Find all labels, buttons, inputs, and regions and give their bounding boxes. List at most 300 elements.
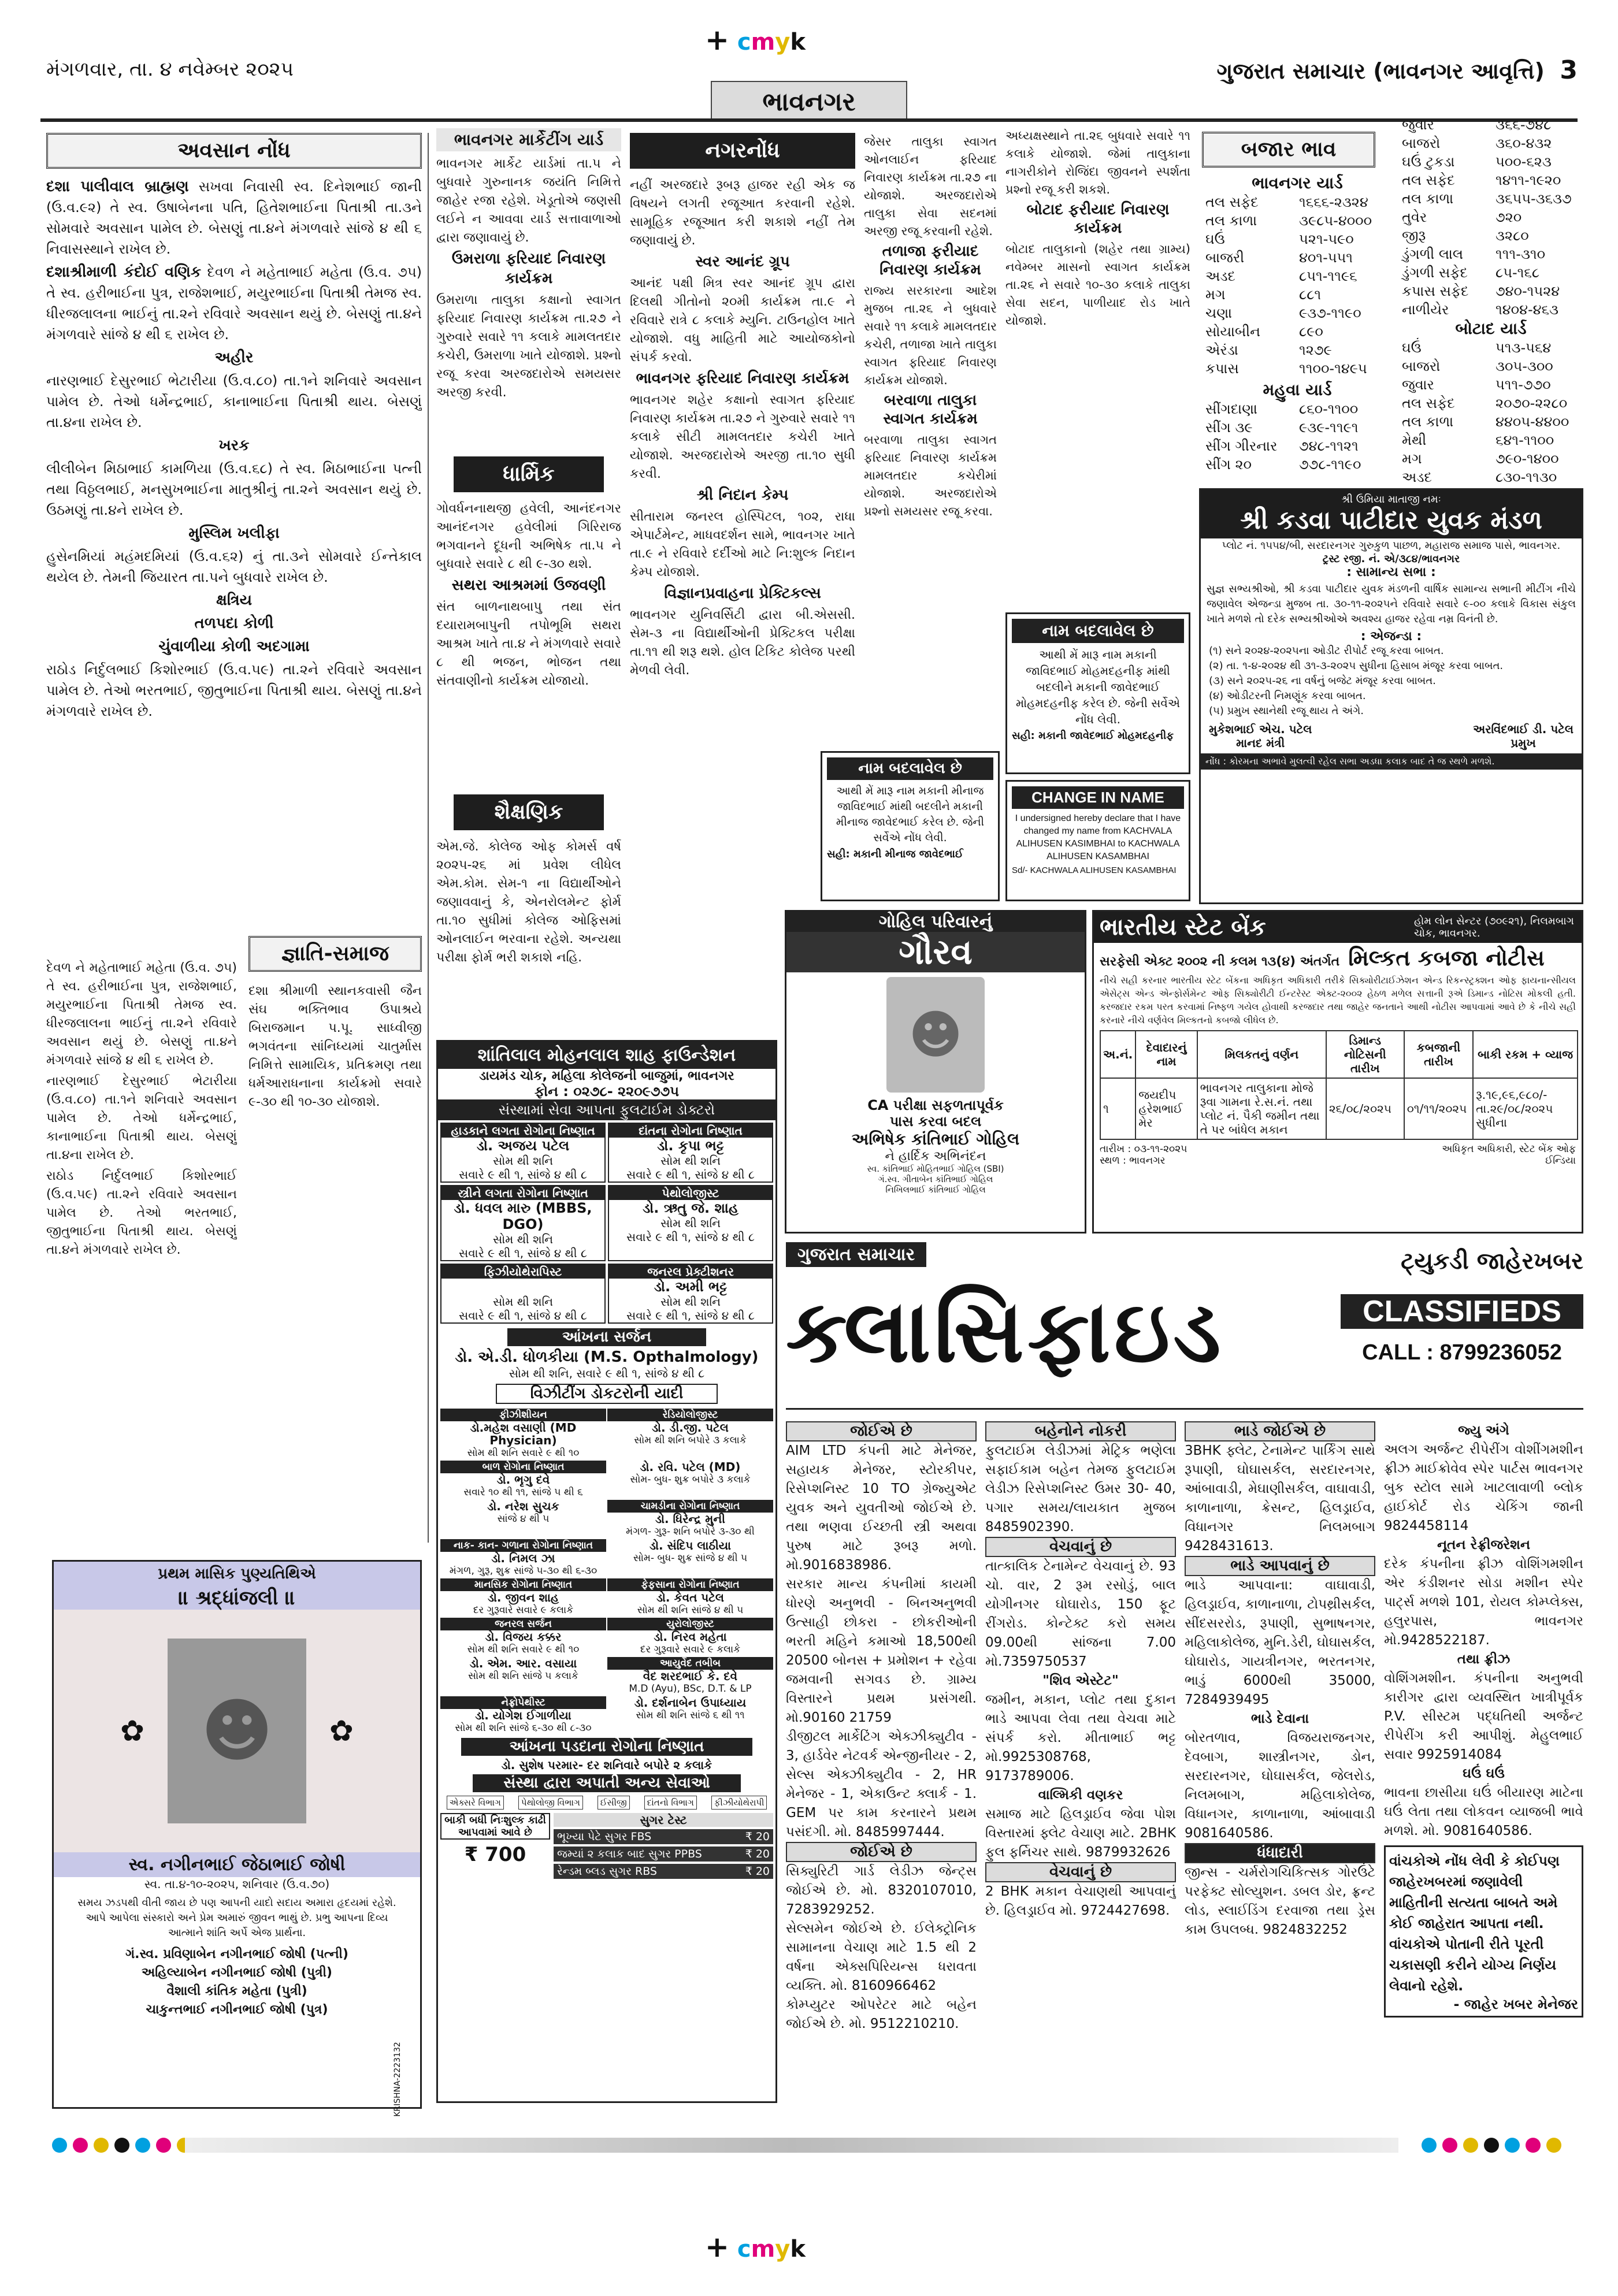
sbi-cell: ભાવનગર તાલુકાના મોજે રૂવા ગામના રે.સ.નં. તથા પ્લોટ નં. પૈકી જમીન તથા તે પર બાંધેલ મકાન xyxy=(1197,1078,1326,1139)
classified-text: "શિવ એસ્ટેટ" xyxy=(1042,1673,1119,1688)
gohil-name: અભિષેક કાંતિભાઈ ગોહિલ xyxy=(851,1130,1020,1149)
sugar-test-name: જમ્યાં ૨ કલાક બાદ સુગર PPBS xyxy=(557,1848,702,1860)
commodity-price: ૧૨૭૯ xyxy=(1299,342,1332,358)
gohil-congrats: ને હાર્દિક અભિનંદન xyxy=(885,1149,986,1164)
bhavnagar-text: બોટાદ તાલુકાનો (શહેર તથા ગ્રામ્ય) નવેમ્બર માસનો સ્વાગત કાર્યક્રમ તા.૨૬ ને સવારે ૧૦-૩૦ કલાકે તાલુકા સેવા સદન, પાળીયાદ રોડ ખાતે યોજાશે. xyxy=(1005,242,1190,328)
ad-code: KRISHNA-2223132 xyxy=(393,2042,403,2117)
commodity-name: સીંગ ગીરનાર xyxy=(1205,438,1278,454)
classified-text: બોરતળાવ, વિજયરાજનગર, દેવબાગ, શાસ્ત્રીનગર, ડોન, સરદારનગર, ઘોઘાસર્કલ, જેલરોડ, નિલમબાગ, મહિલાકોલેજ, વિધાનગર, કાળાનાળા, આંબાવાડી 9081640586. xyxy=(1185,1730,1375,1841)
religious-text: ગોવર્ધનનાથજી હવેલી, આનંદનગર આનંદનગર હવેલીમાં ગિરિરાજ ભગવાનને દૂધની અભિષેક તા.૫ ને બુધવારે સવારે ૮ થી ૯-૩૦ થશે. xyxy=(436,501,621,571)
name-change-sign: સહી: મકાની મીનાજ જાવેદભાઈ xyxy=(827,848,963,860)
market-rates-title: બજાર ભાવ xyxy=(1241,138,1337,161)
obituary-sub: ચુંવાળીયા કોળી અદગામા xyxy=(158,638,310,655)
commodity-price: ૯૩૭-૧૧૯૦ xyxy=(1299,305,1361,321)
bhavnagar-text: અધ્યક્ષસ્થાને તા.૨૬ બુધવારે સવારે ૧૧ કલાકે યોજાશે. જેમાં તાલુકાના નાગરીકોને રોજિંદા જીવનને સ્પર્શતા પ્રશ્નો રજૂ કરી શકશે. xyxy=(1005,129,1190,196)
classified-section-head: જોઈએ છે xyxy=(786,1421,977,1441)
change-in-name-ad xyxy=(1005,780,1190,901)
commodity-price: ૩૦૫-૩૦૦ xyxy=(1495,358,1553,374)
classified-text: દરેક કંપનીના ફ્રીઝ વોશિંગમશીન એર કંડીશનર સોડા મશીન સ્પેર પાર્ટ્સ મળશે 101, રોયલ કોમ્પ્લેક્સ, હલુરપાસ, ભાવનગર મો.9428522187. xyxy=(1384,1556,1583,1648)
change-in-name-sign: Sd/- KACHWALA ALIHUSEN KASAMBHAI xyxy=(1012,865,1177,875)
commodity-price: ૭૨૦ xyxy=(1495,209,1522,225)
market-row xyxy=(1202,267,1375,285)
visiting-time: મંગળ- ગુરૂ- શનિ બપોરે ૩-૩૦ થી xyxy=(626,1526,755,1537)
visiting-name: ડો. કેવત પટેલ xyxy=(656,1591,725,1604)
visiting-doctor xyxy=(607,1578,773,1617)
sbi-col-head: દેવાદારનું નામ xyxy=(1135,1031,1197,1078)
kadva-notice xyxy=(1199,488,1583,904)
name-change-title: નામ બદલાવેલ છે xyxy=(1012,619,1184,643)
doctor-days: સોમ થી શનિ xyxy=(493,1295,553,1309)
obituary-sub: ક્ષત્રિય xyxy=(216,592,253,609)
obituary-continued xyxy=(46,959,237,1537)
city-news-text: નહીં અરજદારે રૂબરૂ હાજર રહી એક જ વિષયને લગતી રજૂઆત કરવાની રહેશે. સામૂહિક રજૂઆત કરી શકાશે નહીં તેમ જણાવાયું છે. xyxy=(630,178,855,248)
classified-text: જ્યુ અંગે xyxy=(1458,1423,1509,1438)
obituary-text: નારણભાઈ દેસુરભાઈ ભેટારીયા (ઉ.વ.૮૦) તા.૧ને શનિવારે અવસાન પામેલ છે. તેઓ ધર્મેન્દ્રભાઈ, કાનાભાઈના પિતાશ્રી થાય. બેસણું તા.૪ના રાખેલ છે. xyxy=(46,373,422,430)
fee-amount: ₹ 700 xyxy=(464,1843,526,1866)
market-row xyxy=(1398,226,1575,245)
portrait: ☻ xyxy=(886,977,985,1093)
name-change-body: આથી મેં મારૂ નામ મકાની જાવિદભાઈ મોહમદહનીફ માંથી બદલીને મકાની જાવેદભાઈ મોહમદહનીફ કરેલ છે. જેની સર્વેએ નોંધ લેવી. xyxy=(1016,648,1180,726)
market-row xyxy=(1398,339,1572,357)
doctor-card xyxy=(440,1264,606,1324)
classified-text: જમીન, મકાન, પ્લોટ તથા દુકાન ભાડે આપવા લેવા તથા વેચવા માટે સંપર્ક કરો. મીતાભાઈ ભટ્ટ મો.9925308768, 9173789006. xyxy=(985,1692,1176,1784)
obituary-text: રાઠોડ નિર્દુલભાઈ કિશોરભાઈ (ઉ.વ.૫૯) તા.૨ને રવિવારે અવસાન પામેલ છે. તેઓ ભરતભાઈ, જીતુભાઈના પિતાશ્રી થાય. બેસણું તા.૪ને મંગળવારે રાખેલ છે. xyxy=(46,1169,237,1257)
visiting-speciality: ફીઝીશીયન xyxy=(440,1409,606,1421)
eye-surgeon-name: ડો. એ.ડી. ધોળકીયા (M.S. Opthalmology) xyxy=(455,1348,759,1366)
visiting-doctor xyxy=(440,1409,606,1459)
kadva-banner xyxy=(1201,490,1582,538)
doctor-speciality: જનરલ પ્રેક્ટીશનર xyxy=(609,1265,772,1279)
commodity-name: તલ કાળા xyxy=(1205,213,1257,229)
taluka-text: જેસર તાલુકા સ્વાગત ઓનલાઈન ફરિયાદ નિવારણ કાર્યક્રમ તા.૨૭ ના યોજાશે. અરજદારોએ તાલુકા સેવા સદનમાં અરજી રજૂ કરવાની રહેશે. xyxy=(864,135,997,238)
sbi-table xyxy=(1100,1030,1578,1140)
religious-column xyxy=(436,500,621,789)
doctor-card xyxy=(608,1123,773,1183)
yellow-dot xyxy=(94,2138,109,2153)
gohil-title: ગૌરવ xyxy=(786,932,1085,972)
commodity-price: ૮૫-૧૬૮ xyxy=(1495,265,1540,281)
visiting-speciality: નેફ્રોપેથીસ્ટ xyxy=(440,1696,606,1709)
obituary-sub: અહીર xyxy=(214,349,254,366)
obituary-sub: તળપદા કોળી xyxy=(194,615,274,632)
commodity-price: ૮૯૦ xyxy=(1299,324,1323,340)
obituary-text: સખવા નિવાસી સ્વ. દિનેશભાઈ જાની (ઉ.વ.૯૨) તે સ્વ. ઉષાબેનના પતિ, હિતેશભાઈના પિતાશ્રી તા.૩ને સોમવારે અવસાન પામેલ છે. બેસણું તા.૪ને મંગળવારે સાંજે ૪ થી ૬ નિવાસસ્થાને રાખેલ છે. xyxy=(46,179,422,257)
kadva-role: પ્રમુખ xyxy=(1511,736,1536,750)
market-row xyxy=(1398,116,1575,134)
name-change-ad-2 xyxy=(821,751,1000,901)
commodity-price: ૮૮૧ xyxy=(1299,287,1322,303)
classified-text: નૂતન રેફ્રીજરેશન xyxy=(1437,1537,1530,1552)
visiting-time: સોમ થી શનિ બપોરે ૩ કલાકે xyxy=(634,1435,747,1446)
shraddhanjali-body: સમય ઝડપથી વીતી જાય છે પણ આપની યાદો સદાય અમારા હૃદયમાં રહેશે. આપે આપેલા સંસ્કારો અને પ્રેમ અમારું જીવન ભાથું છે. પ્રભુ આપના દિવ્ય આત્માને શાંતિ અર્પે એજ પ્રાર્થના. xyxy=(77,1897,396,1939)
classified-section-head: ધંધાદારી xyxy=(1185,1843,1375,1863)
obituary-sub: દશાશ્રીમાળી કંદોઈ વણિક xyxy=(46,263,202,281)
shraddhanjali-family xyxy=(54,1945,420,2019)
samaj-text: દશા શ્રીમાળી સ્થાનકવાસી જૈન સંઘ ભક્તિભાવ ઉપાશ્રયે બિરાજમાન પ.પૂ. સાધ્વીજી ભગવંતના સાંનિધ્યમાં ચાતુર્માસ નિમિત્તે સામાયિક, પ્રતિક્રમણ તથા ધર્મઆરાધનાના કાર્યક્રમો સવારે ૯-૩૦ થી ૧૦-૩૦ યોજાશે. xyxy=(248,984,422,1109)
kadva-body: સુજ્ઞ સભ્યશ્રીઓ, શ્રી કડવા પાટીદાર યુવક મંડળની વાર્ષિક સામાન્ય સભાની મીટીંગ નીચે જણાવેલ એજન્ડા મુજબ તા. ૩૦-૧૧-૨૦૨૫ને રવિવારે સવારે ૯-૦૦ કલાકે વિકાસ સંકુલ ખાતે મળશે તો દરેક સભ્યશ્રીઓએ અવશ્ય હાજર રહેવા નમ્ર વિનંતી છે. xyxy=(1207,583,1576,625)
commodity-price: ૫૨૧-૫૯૦ xyxy=(1299,231,1354,247)
family-member: વૈશાલી કાંતિક મહેતા (પુત્રી) xyxy=(166,1984,307,1998)
agenda-item: (૩) સને ૨૦૨૫-૨૬ ના વર્ષનું બજેટ મંજૂર કરવા બાબત. xyxy=(1209,675,1436,687)
foundation-address: ડાયમંડ ચોક, મહિલા કોલેજની બાજુમાં, ભાવનગર xyxy=(479,1069,734,1083)
market-row xyxy=(1202,400,1364,418)
yellow-dot xyxy=(1463,2138,1478,2153)
sbi-footer xyxy=(1094,1143,1582,1166)
taluka-sub: બરવાળા તાલુકા સ્વાગત કાર્યક્રમ xyxy=(883,392,978,428)
sugar-test-price: ₹ 20 xyxy=(745,1848,770,1860)
visiting-doctor xyxy=(607,1696,773,1734)
classified-section-head: જોઈએ છે xyxy=(786,1842,977,1862)
religious-title: ધાર્મિક xyxy=(503,462,555,486)
classified-text: કોમ્પ્યુટર ઓપરેટર માટે બહેન જોઈએ છે. મો. 9512210210. xyxy=(786,1997,977,2031)
classified-text: ભાડે દેવાના xyxy=(1250,1711,1309,1726)
classified-text: તાત્કાલિક ટેનામેન્ટ વેચવાનું છે. 93 ચો. વાર, 2 રૂમ રસોડું, બાલ યોગીનગર ઘોઘારોડ, 150 ફૂટ રીંગરોડ. કોન્ટેક્ટ કરો સમય 09.00થી સાંજના 7.00 મો.7359750537 xyxy=(985,1559,1176,1669)
market-row xyxy=(1398,263,1575,282)
visiting-time: દર ગુરૂવારે સવારે ૯ કલાકે xyxy=(473,1604,574,1616)
sbi-notice xyxy=(1092,910,1583,1234)
obituary-title: અવસાન નોંધ xyxy=(177,139,291,162)
retina-head: આંખના પડદાના રોગોના નિષ્ણાત xyxy=(461,1738,752,1756)
market-row xyxy=(1202,248,1375,267)
service-item: ફીઝીયોથેરાપી xyxy=(711,1796,767,1810)
visiting-name: ડો. યોગેશ ઈગાળીયા xyxy=(475,1708,572,1722)
visiting-name: ડો. ધિરેન્દ્ર મુની xyxy=(655,1512,725,1526)
sbi-cell: જયદીપ હરેશભાઈ મેર xyxy=(1135,1078,1197,1139)
market-news-column xyxy=(436,155,621,444)
visiting-time: સોમ થી શનિ સવારે ૯ થી ૧૦ xyxy=(467,1447,580,1459)
sugar-test-name: રેન્ડમ બ્લડ સુગર RBS xyxy=(557,1865,657,1878)
commodity-name: બાજરો xyxy=(1402,135,1441,151)
commodity-name: સોયાબીન xyxy=(1205,324,1260,340)
shraddhanjali-top: પ્રથમ માસિક પુણ્યતિથિએ xyxy=(54,1562,420,1587)
classified-text: ફુલટાઈમ લેડીઝમાં મેટ્રિક ભણેલા સફાઈકામ બહેન તેમજ ફુલટાઈમ લેડીઝ રિસેપ્શનિસ્ટ ઉમર 30- 40, પગાર સમય/લાયકાત મુજબ 8485902390. xyxy=(985,1443,1176,1535)
commodity-name: તલ સફેદ xyxy=(1205,194,1259,210)
visiting-name: ડો.મહેશ વસાણી (MD Physician) xyxy=(470,1421,577,1447)
gohil-ad xyxy=(785,910,1086,1234)
gohil-caption: પાસ કરવા બદલ xyxy=(889,1113,982,1130)
doctor-name: ડો. ધવલ મારુ (MBBS, DGO) xyxy=(454,1200,592,1232)
classified-text: 2 BHK મકાન વેચાણથી આપવાનું છે. હિલડ્રાઈવ મો. 9724427698. xyxy=(985,1884,1176,1918)
color-bar-right xyxy=(1422,2138,1561,2153)
foundation-subtitle: સંસ્થામાં સેવા આપતા ફુલટાઈમ ડોક્ટરો xyxy=(438,1099,775,1120)
agenda-item: (૨) તા. ૧-૪-૨૦૨૪ થી ૩૧-૩-૨૦૨૫ સુધીના હિસાબ મંજૂર કરવા બાબત. xyxy=(1209,660,1504,672)
religious-sub: સથરા આશ્રમમાં ઉજવણી xyxy=(451,577,606,594)
lamp-icon: ✿ xyxy=(120,1714,144,1748)
sbi-title: મિલ્કત કબજા નોટીસ xyxy=(1348,945,1545,971)
visiting-name: ડો. જીવન શાહ xyxy=(487,1591,559,1604)
market-rates-right xyxy=(1398,116,1583,485)
classified-text: વાલ્મિકી વણકર xyxy=(1038,1788,1123,1803)
classified-header xyxy=(786,1242,1583,1410)
market-table xyxy=(1398,339,1572,485)
visiting-name: ડો. સંદિપ લાઠીયા xyxy=(649,1539,732,1552)
sugar-list xyxy=(554,1829,773,1879)
color-bar-left xyxy=(52,2138,192,2153)
name-change-body: આથી મેં મારૂ નામ મકાની મીનાજ જાવિદભાઈ માંથી બદલીને મકાની મીનાજ જાવેદભાઈ કરેલ છે. જેની સર્વેએ નોંધ લેવી. xyxy=(836,785,985,844)
commodity-name: તલ કાળા xyxy=(1402,414,1454,430)
commodity-price: ૩૬૫૫-૩૬૩૭ xyxy=(1495,191,1572,207)
market-row xyxy=(1398,449,1572,468)
doctor-time: સવારે ૯ થી ૧, સાંજે ૪ થી ૮ xyxy=(626,1230,755,1244)
sugar-test xyxy=(554,1864,773,1879)
bhavnagar-column xyxy=(1005,127,1190,607)
classified-paper: ગુજરાત સમાચાર xyxy=(786,1242,926,1267)
sbi-logo: ભારતીય સ્ટેટ બેંક xyxy=(1100,914,1266,941)
classified-text: 3BHK ફ્લેટ, ટેનામેન્ટ પાર્કિંગ સાથે રૂપાણી, ઘોઘાસર્કલ, સરદારનગર, આંબાવાડી, મેઘાણીસર્કલ, વાઘાવાડી, કાળાનાળા, ક્રેસન્ટ, હિલડ્રાઈવ, વિધાનગર નિલમબાગ 9428431613. xyxy=(1185,1443,1375,1554)
visiting-doctor xyxy=(440,1657,606,1695)
commodity-price: ૬૪૧-૧૧૦૦ xyxy=(1495,432,1554,448)
city-news-sub: વિજ્ઞાનપ્રવાહના પ્રેક્ટિકલ્સ xyxy=(664,585,821,602)
market-table xyxy=(1398,116,1575,319)
commodity-name: અડદ xyxy=(1205,268,1235,284)
city-news-sub: શ્રી નિદાન કેમ્પ xyxy=(696,486,789,504)
black-dot xyxy=(1484,2138,1499,2153)
doctor-name: ડો. ઋતુ જે. શાહ xyxy=(643,1200,739,1216)
sbi-col-head: બાકી રકમ + વ્યાજ xyxy=(1473,1031,1578,1078)
kadva-note: નોંધ : કોરમના અભાવે મુલત્વી રહેલ સભા અડધા કલાક બાદ તે જ સ્થળે મળશે. xyxy=(1201,753,1582,770)
visiting-doctor xyxy=(607,1618,773,1656)
visiting-speciality: નાક- કાન- ગળાના રોગોના નિષ્ણાત xyxy=(440,1539,606,1552)
gohil-head: ગોહિલ પરિવારનું xyxy=(786,912,1085,932)
yellow-dot xyxy=(1546,2138,1561,2153)
cyan-dot xyxy=(52,2138,67,2153)
market-row xyxy=(1202,230,1375,248)
shraddhanjali-ad xyxy=(52,1560,422,2117)
doctor-speciality: પેથોલોજીસ્ટ xyxy=(609,1186,772,1200)
visiting-speciality: ફેફસાના રોગોના નિષ્ણાત xyxy=(607,1578,773,1591)
commodity-name: ડુંગળી લાલ xyxy=(1402,246,1464,262)
doctor-card xyxy=(608,1264,773,1324)
services-row xyxy=(438,1795,775,1811)
sugar-test-name: ભૂખ્યા પેટે સુગર FBS xyxy=(557,1830,652,1843)
market-rates-left xyxy=(1202,173,1393,474)
issue-date: મંગળવાર, તા. ૪ નવેમ્બર ૨૦૨૫ xyxy=(46,58,294,81)
visiting-speciality: બાળ રોગોના નિષ્ણાત xyxy=(440,1461,606,1473)
kadva-role: માનદ મંત્રી xyxy=(1236,736,1285,750)
visiting-doctor xyxy=(607,1539,773,1577)
commodity-price: ૩૯૮૫-૪૦૦૦ xyxy=(1299,213,1372,229)
city-news-text: ભાવનગર યુનિવર્સિટી દ્વારા બી.એસસી. સેમ-૩ ના વિદ્યાર્થીઓની પ્રેક્ટિકલ પરીક્ષા તા.૧૧ થી શરૂ થશે. હોલ ટિકિટ કોલેજ પરથી મેળવી લેવી. xyxy=(630,608,855,678)
samaj-heading xyxy=(248,936,422,972)
visiting-name: વૈદ શરદભાઈ કે. દવે xyxy=(643,1669,738,1683)
commodity-name: ડુંગળી સફેદ xyxy=(1402,265,1468,281)
doctor-speciality: હાડકાને લગતા રોગોના નિષ્ણાત xyxy=(441,1124,604,1138)
service-item: દાંતનો વિભાગ xyxy=(644,1796,697,1810)
visiting-time: સાંજે ૪ થી ૫ xyxy=(497,1513,550,1525)
market-row xyxy=(1202,304,1375,322)
classified-text: સરકાર માન્ય કંપનીમાં કાયમી ધોરણે અનુભવી - બિનઅનુભવી ઉત્સાહી છોકરા - છોકરીઓની ભરતી મહિને કમાઓ 18,500થી 20500 બોનસ + પ્રમોશન + રહેવા જમવાની સગવડ છે. ગ્રામ્ય વિસ્તારને પ્રથમ પ્રસંગથી. મો.90160 21759 xyxy=(786,1577,977,1725)
city-news-column xyxy=(630,176,855,1031)
sbi-cell: ૧ xyxy=(1100,1078,1135,1139)
doctor-days: સોમ થી શનિ xyxy=(660,1216,721,1230)
market-row xyxy=(1398,190,1575,208)
commodity-name: જુવાર xyxy=(1402,117,1434,133)
visiting-time: સવારે ૧૦ થી ૧૧, સાંજે ૫ થી ૬ xyxy=(463,1487,583,1498)
market-row xyxy=(1398,431,1572,449)
classified-title: ક્લાસિફાઇડ xyxy=(786,1281,1224,1382)
commodity-name: ઘઉં xyxy=(1205,231,1225,247)
classified-section-head: ભાડે આપવાનું છે xyxy=(1185,1556,1375,1576)
commodity-name: બાજરી xyxy=(1205,250,1245,266)
agenda-item: (૧) સને ૨૦૨૪-૨૦૨૫ના ઓડીટ રીપોર્ટ રજૂ કરવા બાબત. xyxy=(1209,645,1444,657)
foundation-ad xyxy=(436,1040,777,2103)
doctor-speciality: ફિઝીયોથેરાપિસ્ટ xyxy=(441,1265,604,1279)
commodity-price: ૩૬૦-૪૩૨ xyxy=(1495,135,1552,151)
doctor-name xyxy=(441,1279,604,1295)
visiting-time: સોમ થી શનિ સાંજે ૬ થી ૧૧ xyxy=(636,1710,745,1721)
sbi-col-head: મિલકતનું વર્ણન xyxy=(1197,1031,1326,1078)
visiting-speciality: માનસિક રોગોના નિષ્ણાત xyxy=(440,1578,606,1591)
market-row xyxy=(1398,468,1572,485)
agenda-item: (૪) ઓડીટરની નિમણૂંક કરવા બાબત. xyxy=(1209,690,1366,702)
services-head: સંસ્થા દ્વારા અપાતી અન્ય સેવાઓ xyxy=(473,1774,741,1792)
taluka-text: રાજ્ય સરકારના આદેશ મુજબ તા.૨૬ ને બુધવારે સવારે ૧૧ કલાકે મામલતદાર કચેરી, તળાજા ખાતે તાલુકા સ્વાગત ફરિયાદ નિવારણ કાર્યક્રમ યોજાશે. xyxy=(864,284,997,387)
obituary-heading xyxy=(46,133,422,169)
obituary-sub: મુસ્લિમ ખલીફા xyxy=(188,525,280,542)
classified-text: વોશિંગમશીન. કંપનીના અનુભવી કારીગર દ્વારા વ્યવસ્થિત ખાત્રીપૂર્વક P.V. સીસ્ટમ પદ્ધતિથી અર્જન્ટ રીપેરીંગ કરી આપીશું. મેહુલભાઈ સવાર 9925914084 xyxy=(1384,1671,1583,1762)
paper-edition: ગુજરાત સમાચાર (ભાવનગર આવૃત્તિ) 3 xyxy=(1216,55,1578,85)
commodity-price: ૭૪૮-૧૧૨૧ xyxy=(1299,438,1359,454)
commodity-name: કપાસ સફેદ xyxy=(1402,283,1469,299)
visiting-time: સોમ- બુધ- શુક્ર બપોરે ૩ કલાકે xyxy=(630,1474,751,1485)
visiting-speciality: યુરોલોજીસ્ટ xyxy=(607,1618,773,1630)
classified-col-d xyxy=(1384,1421,1583,2132)
market-row xyxy=(1398,300,1575,319)
commodity-price: ૪૪૦૫-૪૪૦૦ xyxy=(1495,414,1569,430)
change-in-name-title: CHANGE IN NAME xyxy=(1012,786,1184,809)
header-rule xyxy=(40,118,1578,122)
sugar-test xyxy=(554,1847,773,1862)
market-rates-heading xyxy=(1202,132,1375,168)
market-row xyxy=(1398,171,1575,190)
registration-mark-top: + cmyk xyxy=(705,23,806,57)
service-item: ઈસીજી xyxy=(598,1796,630,1810)
obituary-text: લીલીબેન મિઠાભાઈ કામળિયા (ઉ.વ.૬૮) તે સ્વ. મિઠાભાઈના પત્ની તથા વિઠ્ઠલભાઈ, મનસુખભાઈના માતુશ્રીનું તા.૨ને અવસાન થયું છે. ઉઠમણું તા.૪ને રાખેલ છે. xyxy=(46,460,422,518)
samaj-column xyxy=(248,982,422,1537)
market-row xyxy=(1398,245,1575,263)
sbi-branch: હોમ લોન સેન્ટર (૭૦૯૨૧), નિલમબાગ ચોક, ભાવનગર. xyxy=(1414,915,1574,939)
market-row xyxy=(1398,208,1575,226)
market-row xyxy=(1202,193,1375,211)
yard-name: મહુવા યાર્ડ xyxy=(1263,380,1332,399)
education-text: એમ.જે. કોલેજ ઓફ કોમર્સ વર્ષ ૨૦૨૫-૨૬ માં પ્રવેશ લીધેલ એમ.કોમ. સેમ-૧ ના વિદ્યાર્થીઓને જણાવવાનું કે, એનરોલમેન્ટ ફોર્મ તા.૧૦ સુધીમાં કોલેજ ઓફિસમાં ઓનલાઈન ભરવાના રહેશે. અન્યથા પરીક્ષા ફોર્મ ભરી શકાશે નહિ. xyxy=(436,839,621,965)
city-news-sub: ભાવનગર ફરિયાદ નિવારણ કાર્યક્રમ xyxy=(636,370,849,387)
commodity-price: ૮૩૦-૧૧૩૦ xyxy=(1495,469,1557,485)
doctor-name: ડો. કૃપા ભટ્ટ xyxy=(657,1138,724,1154)
sbi-sign: અધિકૃત અધિકારી, સ્ટેટ બેંક ઓફ ઈન્ડિયા xyxy=(1442,1143,1576,1166)
visiting-name: ડો. નિમલ ઝા xyxy=(491,1551,555,1565)
commodity-price: ૧૪૧૧-૧૯૨૦ xyxy=(1495,172,1561,188)
gohil-from: ગં.સ્વ. ગીતાબેન કાંતિભાઈ ગોહિલ xyxy=(878,1174,993,1184)
column-rule xyxy=(428,133,429,1543)
market-news-title: ભાવનગર માર્કેટીંગ યાર્ડ xyxy=(454,130,604,149)
commodity-price: ૧૬૬૬-૨૩૨૪ xyxy=(1299,194,1368,210)
commodity-price: ૭૪૦-૧૫૨૪ xyxy=(1495,283,1560,299)
classified-text: સિક્યુરિટી ગાર્ડ લેડીઝ જેન્ટ્સ જોઈએ છે. મો. 8320107010, 7283929252. xyxy=(786,1864,977,1917)
market-row xyxy=(1398,413,1572,431)
doctor-time: સવારે ૯ થી ૧, સાંજે ૪ થી ૮ xyxy=(459,1246,587,1260)
family-member: ચાકુન્તભાઈ નગીનભાઈ જોષી (પુત્ર) xyxy=(146,2003,328,2017)
visiting-speciality: રેડિયોલોજીસ્ટ xyxy=(607,1409,773,1421)
classified-section-head: વેચવાનું છે xyxy=(985,1537,1176,1557)
commodity-name: ચણા xyxy=(1205,305,1233,321)
visiting-grid xyxy=(438,1407,775,1736)
change-in-name-body: I undersigned hereby declare that I have changed my name from KACHVALA ALIHUSEN KASIMBHAI to KACHWALA ALIHUSEN KASAMBHAI xyxy=(1015,813,1181,861)
sbi-cell: ૨૬/૦૮/૨૦૨૫ xyxy=(1326,1078,1404,1139)
commodity-price: ૫૧૩-૫૬૪ xyxy=(1495,340,1552,356)
name-change-ad-1 xyxy=(1005,612,1190,774)
commodity-name: સીંગ ૩૯ xyxy=(1205,419,1253,436)
market-row xyxy=(1398,394,1572,413)
kadva-title: શ્રી કડવા પાટીદાર યુવક મંડળ xyxy=(1240,506,1542,535)
education-column xyxy=(436,838,621,1034)
commodity-name: મેથી xyxy=(1402,432,1427,448)
doctor-card xyxy=(608,1185,773,1261)
classified-text: સેલ્સમેન જોઈએ છે. ઈલેક્ટ્રોનિક સામાનના વેચાણ માટે 1.5 થી 2 વર્ષના એક્સપિરિયન્સ ધરાવતા વ્યક્તિ. મો. 8160966462 xyxy=(786,1921,977,1993)
city-news-heading xyxy=(630,133,855,169)
visiting-time: દર ગુરૂવારે સવારે ૯ કલાકે xyxy=(640,1644,741,1655)
commodity-name: સીંગદાણા xyxy=(1205,401,1257,417)
visiting-doctor xyxy=(607,1409,773,1459)
crosshair-icon: + xyxy=(705,23,729,57)
eye-surgeon-head: આંખના સર્જન xyxy=(507,1328,706,1346)
doctor-time: સવારે ૯ થી ૧, સાંજે ૪ થી ૮ xyxy=(626,1168,755,1182)
doctor-grid xyxy=(438,1120,775,1326)
classified-col-b xyxy=(985,1421,1176,2132)
market-row xyxy=(1202,418,1364,437)
obituary-text: રાઠોડ નિર્દુલભાઈ કિશોરભાઈ (ઉ.વ.૫૯) તા.૨ને રવિવારે અવસાન પામેલ છે. તેઓ ભરતભાઈ, જીતુભાઈના પિતાશ્રી થાય. બેસણું તા.૪ને મંગળવારે રાખેલ છે. xyxy=(46,662,422,719)
classified-text: ભાડે આપવાના: વાઘાવાડી, હિલડ્રાઈવ, કાળાનાળા, ટોપથ્રીસર્કલ, સીંદસરરોડ, રૂપાણી, સુભાષનગર, મહિલાકોલેજ, મુનિ.ડેરી, ઘોઘાસર્કલ, ઘોઘારોડ, ગાયત્રીનગર, ભરતનગર, ભાડું 6000થી 35000, 7284939495 xyxy=(1185,1578,1375,1707)
visiting-time: સોમ થી શનિ સાંજે ૬-૩૦ થી ૮-૩૦ xyxy=(455,1722,592,1734)
gohil-from: નિખિલભાઈ કાંતિભાઈ ગોહિલ xyxy=(885,1184,986,1195)
lamp-icon: ✿ xyxy=(329,1714,354,1748)
reader-note-sign: - જાહેર ખબર મેનેજર xyxy=(1453,1996,1578,2012)
visiting-time: સોમ થી શનિ સાંજે ૪ થી ૫ xyxy=(637,1604,744,1616)
yard-name: બોટાદ યાર્ડ xyxy=(1455,319,1527,338)
classified-text: ઘઉં ઘઉં xyxy=(1463,1766,1505,1781)
visiting-name: ડો. ડી.જી. પટેલ xyxy=(652,1421,729,1435)
taluka-text: બરવાળા તાલુકા સ્વાગત ફરિયાદ નિવારણ કાર્યક્રમ મામલતદાર કચેરીમાં યોજાશે. અરજદારોએ પ્રશ્નો સમયસર રજૂ કરવા. xyxy=(864,433,997,518)
classified-section-head: ભાડે જોઈએ છે xyxy=(1185,1421,1375,1441)
black-dot xyxy=(114,2138,129,2153)
agenda-item: (૫) પ્રમુખ સ્થાનેથી રજૂ થાય તે અંગે. xyxy=(1209,705,1364,717)
market-row xyxy=(1202,211,1375,230)
sbi-col-head: અ.નં. xyxy=(1100,1031,1135,1078)
commodity-name: મગ xyxy=(1402,451,1422,467)
sbi-col-head: કબજાની તારીખ xyxy=(1404,1031,1473,1078)
commodity-name: જીરૂ xyxy=(1402,228,1426,244)
commodity-price: ૮૫૧-૧૧૯૬ xyxy=(1299,268,1357,284)
classified-text: જીન્સ - ચર્મરોગચિકિત્સક ગોરઉંટે પરફેક્ટ સોલ્યુશન. ડબલ ડોર, ફ્રન્ટ લોડ, સ્લાઈડિંગ દરવાજા તથા ડ્રેસ કામ ઉપલબ્ધ. 9824832252 xyxy=(1185,1865,1375,1937)
market-row xyxy=(1398,357,1572,376)
visiting-name: ડો. રવિ. પટેલ (MD) xyxy=(640,1460,741,1474)
taluka-sub: તળાજા ફરીયાદ નિવારણ કાર્યક્રમ xyxy=(879,243,981,278)
obituary-text: નારણભાઈ દેસુરભાઈ ભેટારીયા (ઉ.વ.૮૦) તા.૧ને શનિવારે અવસાન પામેલ છે. તેઓ ધર્મેન્દ્રભાઈ, કાનાભાઈના પિતાશ્રી થાય. બેસણું તા.૪ના રાખેલ છે. xyxy=(46,1074,237,1162)
sbi-rule: સરફેસી એક્ટ ૨૦૦૨ ની કલમ ૧૩(૪) અંતર્ગત xyxy=(1100,954,1340,969)
doctor-days: સોમ થી શનિ xyxy=(493,1232,553,1246)
commodity-price: ૩૨૮૦ xyxy=(1495,228,1529,244)
obituary-column xyxy=(46,176,422,945)
kadva-subtitle: : સામાન્ય સભા : xyxy=(1346,565,1436,579)
market-row xyxy=(1202,341,1375,359)
visiting-name: ડો. નરેશ સુચક xyxy=(487,1499,559,1513)
sbi-cell: રૂ.૧૯,૯૬,૯૮૦/- તા.૨૯/૦૮/૨૦૨૫ સુધીના xyxy=(1473,1078,1578,1139)
doctor-card xyxy=(440,1123,606,1183)
commodity-price: ૭૯૦-૧૪૦૦ xyxy=(1495,451,1559,467)
registration-mark-bottom: + cmyk xyxy=(705,2230,806,2264)
obituary-text: દેવળ ને મહેતાભાઈ મહેતા (ઉ.વ. ૭૫) તે સ્વ. હરીભાઈના પુત્ર, રાજેશભાઈ, મયુરભાઈના પિતાશ્રી તેમજ સ્વ. ધીરજલાલના ભાઈનું તા.૨ને રવિવારે અવસાન થયું છે. બેસણું તા.૪ને મંગળવારે સાંજે ૪ થી ૬ રાખેલ છે. xyxy=(46,264,422,343)
magenta-dot xyxy=(156,2138,171,2153)
